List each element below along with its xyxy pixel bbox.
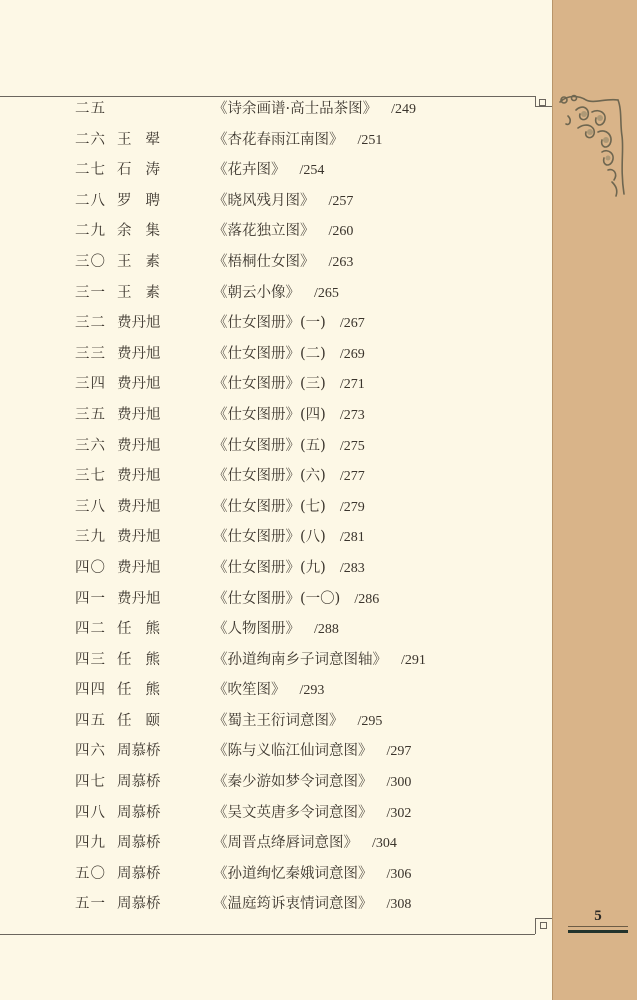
entry-index: 三一	[75, 284, 106, 301]
page-number: 5	[594, 908, 602, 924]
entry-title: 《仕女图册》(二)	[213, 345, 326, 362]
entry-page-ref: /293	[299, 683, 325, 699]
entry-artist: 费丹旭	[117, 468, 161, 485]
entry-title: 《温庭筠诉衷情词意图》	[213, 896, 373, 913]
entry-index: 四六	[75, 743, 106, 760]
toc-entry[interactable]	[0, 584, 530, 615]
entry-title: 《仕女图册》(三)	[213, 376, 326, 393]
entry-work	[213, 706, 382, 738]
entry-page-ref: /291	[401, 652, 426, 668]
entry-title: 《人物图册》	[213, 621, 300, 638]
entry-page-ref: /275	[339, 438, 365, 454]
toc-entry[interactable]	[0, 522, 530, 553]
entry-index: 四三	[75, 651, 106, 668]
entry-artist: 任颐	[117, 712, 174, 729]
entry-artist: 费丹旭	[117, 559, 161, 576]
entry-title: 《仕女图册》(一〇)	[213, 590, 341, 607]
entry-work	[213, 645, 426, 677]
entry-title: 《仕女图册》(七)	[213, 498, 326, 515]
entry-title: 《仕女图册》(九)	[213, 559, 326, 576]
toc-entry[interactable]	[0, 155, 530, 186]
entry-work	[213, 584, 379, 616]
toc-entry[interactable]	[0, 492, 530, 523]
entry-title: 《落花独立图》	[213, 223, 315, 240]
bottom-frame-step	[535, 918, 552, 919]
entry-index: 二八	[75, 192, 106, 209]
entry-page-ref: /273	[339, 407, 365, 423]
entry-artist: 周慕桥	[117, 896, 161, 913]
entry-title: 《仕女图册》(八)	[213, 529, 326, 546]
toc-entry[interactable]	[0, 339, 530, 370]
entry-title: 《吴文英唐多令词意图》	[213, 804, 373, 821]
toc-entry[interactable]	[0, 216, 530, 247]
entry-artist: 费丹旭	[117, 529, 161, 546]
entry-work	[213, 889, 411, 921]
entry-index: 四五	[75, 712, 106, 729]
entry-index: 三〇	[75, 253, 106, 270]
toc-entry[interactable]	[0, 431, 530, 462]
entry-page-ref: /286	[354, 591, 380, 607]
entry-artist: 王素	[117, 284, 174, 301]
entry-artist: 费丹旭	[117, 437, 161, 454]
entry-work	[213, 614, 339, 646]
entry-page-ref: /283	[339, 560, 365, 576]
entry-page-ref: /269	[339, 346, 365, 362]
toc-entry[interactable]	[0, 675, 530, 706]
toc-entry[interactable]	[0, 553, 530, 584]
floral-corner-ornament-icon	[556, 90, 628, 200]
entry-index: 三八	[75, 498, 106, 515]
entry-title: 《杏花春雨江南图》	[213, 131, 344, 148]
entry-index: 四〇	[75, 559, 106, 576]
entry-title: 《仕女图册》(一)	[213, 315, 326, 332]
entry-title: 《梧桐仕女图》	[213, 253, 315, 270]
entry-page-ref: /297	[386, 744, 412, 760]
entry-index: 三五	[75, 406, 106, 423]
entry-work	[213, 431, 365, 463]
entry-index: 三三	[75, 345, 106, 362]
entry-title: 《仕女图册》(五)	[213, 437, 326, 454]
toc-entry[interactable]	[0, 247, 530, 278]
entry-index: 三六	[75, 437, 106, 454]
frame-corner-square-icon	[540, 922, 547, 929]
entry-page-ref: /257	[328, 193, 354, 209]
folio-thin-rule	[568, 926, 628, 927]
entry-title: 《朝云小像》	[213, 284, 300, 301]
entry-work	[213, 859, 411, 891]
entry-title: 《秦少游如梦令词意图》	[213, 774, 373, 791]
entry-title: 《孙道绚忆秦娥词意图》	[213, 865, 373, 882]
entry-index: 二七	[75, 162, 106, 179]
top-frame-step	[535, 96, 536, 106]
entry-artist: 周慕桥	[117, 774, 161, 791]
entry-page-ref: /271	[339, 377, 365, 393]
entry-page-ref: /265	[314, 285, 339, 301]
entry-page-ref: /288	[314, 622, 339, 638]
entry-page-ref: /302	[386, 805, 412, 821]
entry-index: 四七	[75, 774, 106, 791]
entry-index: 三七	[75, 468, 106, 485]
entry-artist: 费丹旭	[117, 498, 161, 515]
entry-index: 二五	[75, 101, 106, 117]
entry-title: 《蜀主王衍词意图》	[213, 712, 344, 729]
entry-artist: 周慕桥	[117, 835, 161, 852]
entry-page-ref: /263	[328, 254, 354, 270]
entry-artist: 任熊	[117, 621, 174, 638]
entry-work	[213, 186, 353, 218]
entry-work	[213, 308, 365, 340]
entry-artist: 石涛	[117, 162, 174, 179]
entry-title: 《花卉图》	[213, 162, 286, 179]
entry-title: 《晓风残月图》	[213, 192, 315, 209]
toc-entry[interactable]	[0, 369, 530, 400]
entry-work	[213, 216, 353, 248]
entry-page-ref: /281	[339, 530, 365, 546]
entry-artist: 余集	[117, 223, 174, 240]
entry-index: 四二	[75, 621, 106, 638]
entry-work	[213, 767, 411, 799]
entry-page-ref: /300	[386, 775, 412, 791]
entry-title: 《诗余画谱·高士品茶图》	[213, 101, 378, 117]
entry-index: 三四	[75, 376, 106, 393]
entry-artist: 费丹旭	[117, 590, 161, 607]
entry-work	[213, 492, 365, 524]
entry-work	[213, 736, 411, 768]
entry-artist: 费丹旭	[117, 376, 161, 393]
entry-page-ref: /308	[386, 897, 412, 913]
entry-work	[213, 675, 324, 707]
entry-page-ref: /251	[357, 132, 383, 148]
entry-title: 《周晋点绛唇词意图》	[213, 835, 358, 852]
entry-page-ref: /295	[357, 713, 383, 729]
entry-artist: 费丹旭	[117, 315, 161, 332]
entry-work	[213, 125, 382, 157]
entry-title: 《仕女图册》(四)	[213, 406, 326, 423]
toc-entry[interactable]	[0, 736, 530, 767]
entry-index: 四九	[75, 835, 106, 852]
entry-page-ref: /260	[328, 224, 354, 240]
entry-page-ref: /267	[339, 316, 365, 332]
toc-entry[interactable]	[0, 308, 530, 339]
toc-entry[interactable]	[0, 767, 530, 798]
top-frame-step	[535, 106, 552, 107]
entry-artist: 任熊	[117, 682, 174, 699]
entry-title: 《陈与义临江仙词意图》	[213, 743, 373, 760]
entry-work	[213, 828, 397, 860]
entry-index: 四四	[75, 682, 106, 699]
entry-artist: 周慕桥	[117, 743, 161, 760]
entry-index: 五〇	[75, 865, 106, 882]
entry-work	[213, 369, 365, 401]
entry-title: 《仕女图册》(六)	[213, 468, 326, 485]
entry-artist: 王翚	[117, 131, 174, 148]
bottom-frame-step	[535, 918, 536, 934]
entry-index: 四一	[75, 590, 106, 607]
entry-work	[213, 155, 324, 187]
entry-artist: 费丹旭	[117, 345, 161, 362]
toc-entry[interactable]	[0, 461, 530, 492]
entry-title: 《孙道绚南乡子词意图轴》	[213, 651, 387, 668]
toc-entry[interactable]	[0, 828, 530, 859]
entry-artist: 罗聘	[117, 192, 174, 209]
toc-entry[interactable]	[0, 798, 530, 829]
frame-corner-square-icon	[539, 99, 546, 106]
entry-index: 五一	[75, 896, 106, 913]
entry-artist: 周慕桥	[117, 804, 161, 821]
entry-work	[213, 247, 353, 279]
toc-entry[interactable]	[0, 94, 530, 125]
entry-work	[213, 798, 411, 830]
entry-page-ref: /304	[372, 836, 397, 852]
entry-artist: 费丹旭	[117, 406, 161, 423]
toc-entry[interactable]	[0, 859, 530, 890]
entry-index: 三九	[75, 529, 106, 546]
entry-title: 《吹笙图》	[213, 682, 286, 699]
entry-index: 二九	[75, 223, 106, 240]
toc-entry[interactable]	[0, 889, 530, 920]
toc-entry[interactable]	[0, 400, 530, 431]
entry-work	[213, 94, 416, 126]
toc-entry[interactable]	[0, 645, 530, 676]
entry-work	[213, 553, 365, 585]
entry-work	[213, 339, 365, 371]
entry-page-ref: /254	[299, 163, 325, 179]
entry-page-ref: /279	[339, 499, 365, 515]
entry-artist: 周慕桥	[117, 865, 161, 882]
entry-work	[213, 522, 365, 554]
table-of-contents	[0, 94, 530, 920]
entry-index: 三二	[75, 315, 106, 332]
toc-entry[interactable]	[0, 125, 530, 156]
entry-artist: 任熊	[117, 651, 174, 668]
entry-work	[213, 278, 339, 310]
entry-work	[213, 461, 365, 493]
entry-page-ref: /306	[386, 866, 412, 882]
page-number-block	[568, 908, 628, 924]
entry-artist: 王素	[117, 253, 174, 270]
bottom-frame-rule	[0, 934, 535, 935]
entry-work	[213, 400, 365, 432]
toc-entry[interactable]	[0, 186, 530, 217]
toc-entry[interactable]	[0, 706, 530, 737]
entry-index: 四八	[75, 804, 106, 821]
folio-thick-bar	[568, 930, 628, 933]
entry-page-ref: /249	[391, 102, 416, 117]
toc-entry[interactable]	[0, 614, 530, 645]
toc-entry[interactable]	[0, 278, 530, 309]
entry-index: 二六	[75, 131, 106, 148]
entry-page-ref: /277	[339, 469, 365, 485]
